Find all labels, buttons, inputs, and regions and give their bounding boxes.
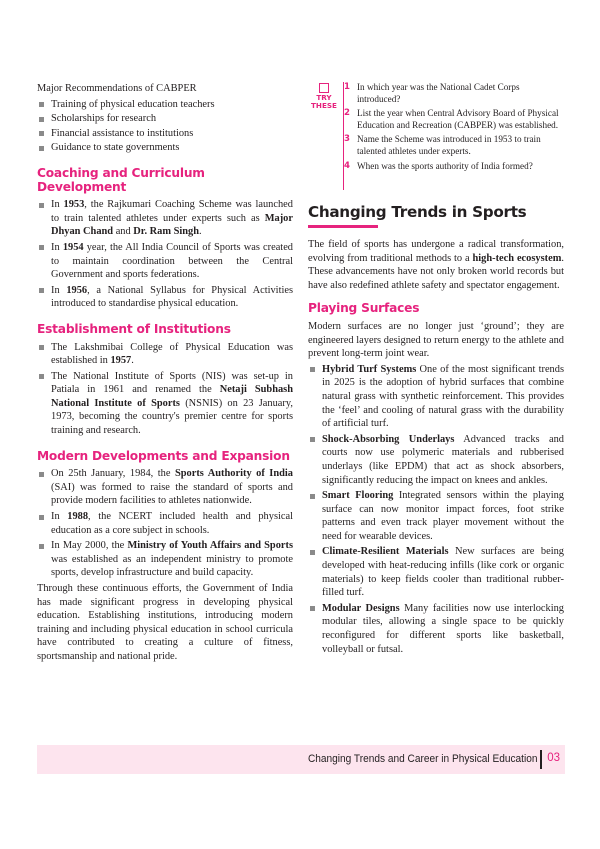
question-item: 3 Name the Scheme was introduced in 1953 to train talented athletes under experts. bbox=[344, 134, 541, 156]
modern-list bbox=[37, 467, 293, 580]
list-item: In 1953, the Rajkumari Coaching Scheme was launched to train talented athletes under experts such as Major Dhyan Chand and Dr. Ram Singh. bbox=[37, 198, 293, 239]
list-item: Hybrid Turf Systems One of the most significant trends in 2025 is the adoption of hybrid surfaces that combine natural grass with synthetic reinforcement. This provides the ‘feel’ and cooling of natural grass with the durability of artificial turf. bbox=[308, 363, 564, 431]
question-item: 1 In which year was the National Cadet Corps introduced? bbox=[344, 82, 520, 104]
these-label: THESE bbox=[311, 101, 337, 110]
list-item: On 25th January, 1984, the Sports Authority of India (SAI) was formed to raise the standard of sports and provide modern facilities to athletes nationwide. bbox=[37, 467, 293, 508]
section-heading-modern: Modern Developments and Expansion bbox=[37, 448, 290, 463]
list-item: In May 2000, the Ministry of Youth Affairs and Sports was established as an independent ministry to promote sports, develop infrastructure and build capacity. bbox=[37, 539, 293, 580]
recommendations-title: Major Recommendations of CABPER bbox=[37, 83, 197, 94]
coaching-list bbox=[37, 198, 293, 311]
list-item: Modular Designs Many facilities now use interlocking modular tiles, allowing a single space to be quickly reconfigured for different sports like basketball, volleyball or futsal. bbox=[308, 602, 564, 656]
recommendations-list bbox=[37, 98, 293, 155]
page-footer bbox=[37, 745, 565, 774]
try-these-questions bbox=[344, 82, 560, 175]
checkbox-icon bbox=[319, 83, 329, 93]
list-item: Climate-Resilient Materials New surfaces are being developed with heat-reducing infills (like cork or organic materials) to keep fields cooler than traditional rubber-filled turf. bbox=[308, 545, 564, 599]
closing-paragraph: Through these continuous efforts, the Government of India has made significant progress in developing physical education. Establishing institutions, introducing modern training and including physical education in school curricula have contributed to creating a culture of fitness, sportsmanship and national pride. bbox=[37, 583, 293, 662]
list-item: The National Institute of Sports (NIS) was set-up in Patiala in 1961 and renamed the Netaji Subhash National Institute of Sports (NSNIS) on 23 January, 1973, becoming the country's premier centre for sports training and research. bbox=[37, 370, 293, 438]
list-item: Smart Flooring Integrated sensors within the playing surface can now monitor impact forces, foot strike patterns and even track player movement without the need for wearable devices. bbox=[308, 489, 564, 543]
surfaces-list bbox=[308, 363, 564, 656]
surfaces-intro: Modern surfaces are no longer just ‘ground’; they are engineered layers designed to return energy to the athlete and prevent long-term joint wear. bbox=[308, 320, 564, 360]
section-heading-institutions: Establishment of Institutions bbox=[37, 321, 231, 336]
list-item: Scholarships for research bbox=[37, 112, 293, 126]
intro-paragraph: The field of sports has undergone a radical transformation, evolving from traditional methods to a high-tech ecosystem. These advancements have not only broken world records but have also redefined athlete safety and spectator engagement. bbox=[308, 239, 564, 291]
list-item: Financial assistance to institutions bbox=[37, 127, 293, 141]
try-these-badge bbox=[308, 82, 340, 110]
list-item: Guidance to state governments bbox=[37, 141, 293, 155]
question-item: 4 When was the sports authority of India formed? bbox=[344, 160, 533, 171]
right-column bbox=[308, 238, 564, 658]
page-title: Changing Trends in Sports bbox=[308, 203, 527, 221]
list-item: In 1956, a National Syllabus for Physical Activities introduced to standardise physical education. bbox=[37, 284, 293, 311]
title-underline bbox=[308, 225, 378, 228]
institutions-list bbox=[37, 341, 293, 438]
section-heading-surfaces: Playing Surfaces bbox=[308, 301, 420, 316]
left-column bbox=[37, 82, 293, 666]
footer-title: Changing Trends and Career in Physical Education bbox=[307, 753, 537, 765]
question-item: 2 List the year when Central Advisory Board of Physical Education and Recreation (CABPER) was established. bbox=[344, 108, 559, 130]
list-item: Training of physical education teachers bbox=[37, 98, 293, 112]
page-number: 03 bbox=[547, 752, 560, 764]
try-label: TRY bbox=[316, 93, 332, 102]
list-item: In 1988, the NCERT included health and physical education as a core subject in schools. bbox=[37, 510, 293, 537]
list-item: Shock-Absorbing Underlays Advanced tracks and courts now use polymeric materials and rubberised underlays (like EPDM) that act as shock absorbers, significantly reducing the impact on knees and ankles. bbox=[308, 433, 564, 487]
section-heading-coaching: Coaching and Curriculum Development bbox=[37, 165, 205, 194]
list-item: In 1954 year, the All India Council of Sports was created to maintain coordination between the Central Government and sports federations. bbox=[37, 241, 293, 282]
footer-divider bbox=[540, 750, 542, 769]
list-item: The Lakshmibai College of Physical Education was established in 1957. bbox=[37, 341, 293, 368]
